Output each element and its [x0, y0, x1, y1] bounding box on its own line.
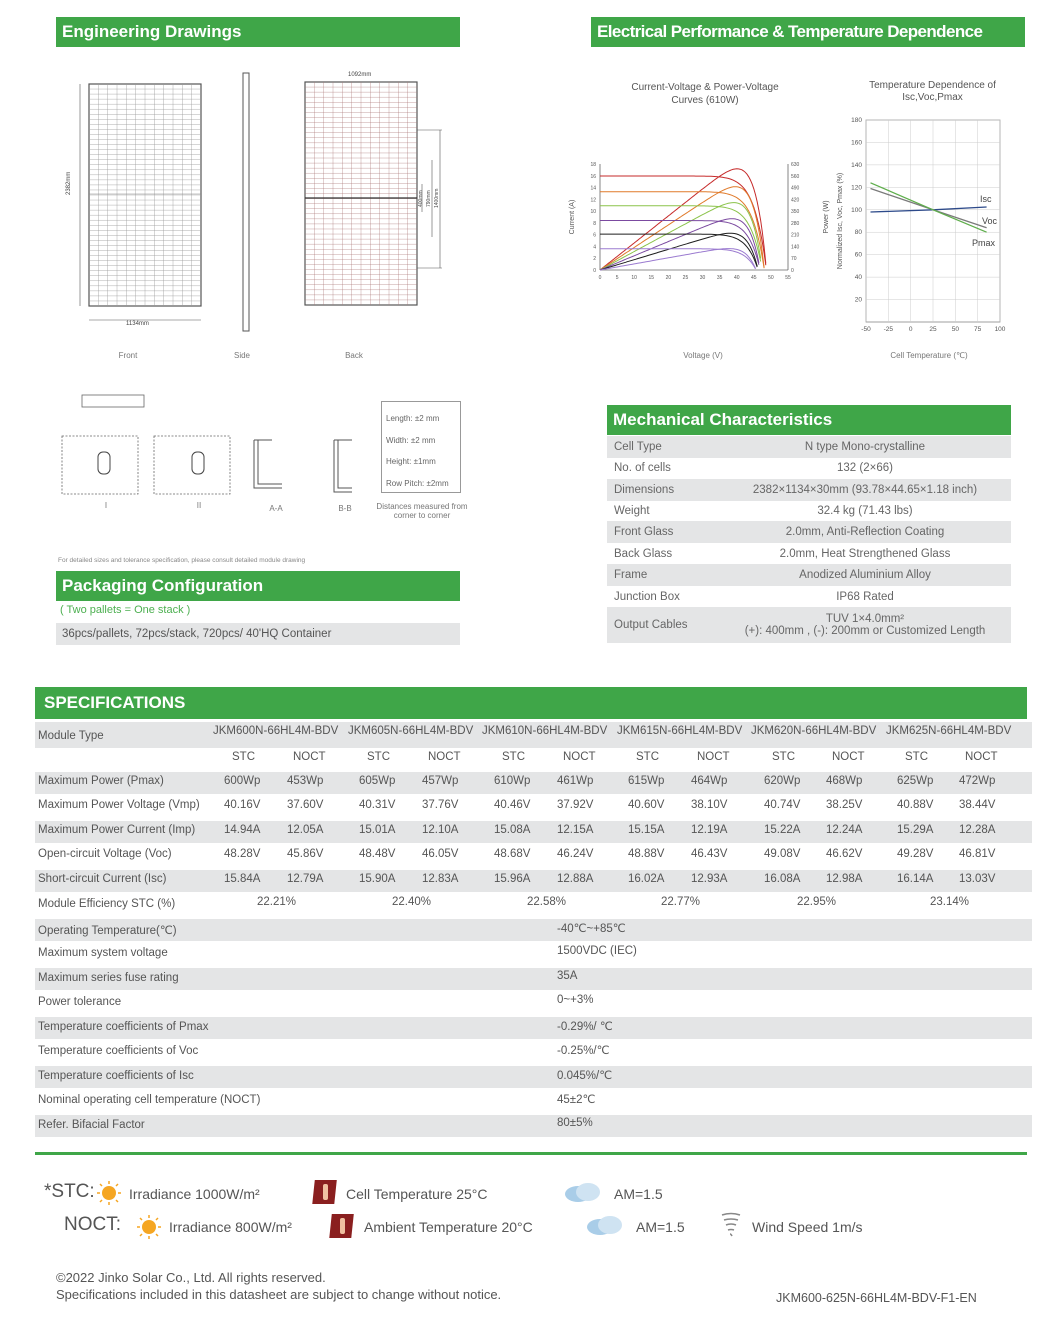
iv-xlabel: Voltage (V) — [683, 351, 723, 360]
spec-value: 46.81V — [959, 848, 996, 860]
mech-row — [607, 607, 1011, 643]
iv-y-tick: 12 — [590, 197, 596, 204]
spec-value: 15.22A — [764, 824, 801, 836]
temp-series-label: Pmax — [972, 238, 996, 248]
spec-value: 12.05A — [287, 824, 324, 836]
spec-label: Maximum Power Voltage (Vmp) — [38, 799, 200, 811]
stc-header: STC — [232, 751, 255, 763]
spec-value: -0.25%/℃ — [557, 1045, 610, 1057]
temperature-dependence-chart — [830, 110, 1020, 342]
spec-value: 40.74V — [764, 799, 801, 811]
iv-y-tick: 16 — [590, 173, 596, 180]
spec-general-row — [35, 943, 1032, 965]
mech-value-line: 2.0mm, Heat Strengthened Glass — [779, 547, 951, 560]
sun-icon — [135, 1214, 163, 1240]
iv-y-tick: 8 — [593, 220, 596, 227]
tol-height: Height: ±1mm — [386, 457, 436, 466]
spec-value: 12.88A — [557, 873, 594, 885]
spec-label: Refer. Bifacial Factor — [38, 1119, 145, 1131]
temp-x-tick: 75 — [974, 326, 982, 333]
spec-value: 37.60V — [287, 799, 324, 811]
mechanical-header: Mechanical Characteristics — [607, 405, 1011, 435]
model-name: JKM610N-66HL4M-BDV — [482, 725, 608, 737]
spec-value: 38.10V — [691, 799, 728, 811]
mech-value-line2: (+): 400mm , (-): 200mm or Customized Length — [744, 625, 986, 637]
back-dim-a: 400mm — [418, 190, 424, 207]
spec-value: 12.10A — [422, 824, 459, 836]
stc-header: STC — [636, 751, 659, 763]
iv-y-tick: 0 — [593, 268, 596, 274]
stc-header: STC — [502, 751, 525, 763]
spec-general-row — [35, 992, 1032, 1014]
iv-x-tick: 40 — [733, 275, 740, 281]
spec-value: 1500VDC (IEC) — [557, 945, 637, 957]
spec-value: 16.14A — [897, 873, 934, 885]
spec-value: 46.62V — [826, 848, 863, 860]
section-aa-label: A-A — [269, 504, 283, 513]
spec-value: 453Wp — [287, 775, 324, 787]
spec-value: 48.88V — [628, 848, 665, 860]
mech-key: Frame — [614, 568, 648, 581]
mech-value — [719, 484, 1011, 496]
iv-chart-title: Current-Voltage & Power-Voltage Curves (610W) — [631, 82, 779, 106]
disclaimer: Specifications included in this datasheet are subject to change without notice. — [56, 1287, 502, 1302]
iv-y2-tick: 280 — [791, 220, 800, 227]
mech-value-line: TUV 1×4.0mm² — [825, 613, 905, 625]
mech-value — [719, 613, 1011, 637]
spec-efficiency-row — [35, 894, 1032, 916]
iv-x-tick: 0 — [598, 275, 602, 281]
spec-value: 468Wp — [826, 775, 863, 787]
spec-value: -40℃~+85℃ — [557, 923, 626, 935]
spec-general-row — [35, 1066, 1032, 1088]
spec-value: 615Wp — [628, 775, 665, 787]
spec-value: 620Wp — [764, 775, 801, 787]
engineering-drawings-header: Engineering Drawings — [56, 17, 460, 47]
spec-value: 48.68V — [494, 848, 531, 860]
spec-value: 12.98A — [826, 873, 863, 885]
iv-x-tick: 55 — [785, 275, 791, 281]
spec-label: Maximum series fuse rating — [38, 972, 179, 984]
front-height-dim: 2382mm — [66, 171, 72, 195]
mech-value-line: Anodized Aluminium Alloy — [799, 568, 931, 581]
mech-value — [719, 462, 1011, 474]
iv-ylabel: Current (A) — [569, 199, 576, 235]
temp-x-tick: 100 — [994, 326, 1006, 333]
iv-x-tick: 35 — [716, 275, 723, 281]
spec-value: 37.76V — [422, 799, 459, 811]
iv-y2-tick: 630 — [791, 162, 800, 168]
spec-value: 46.43V — [691, 848, 728, 860]
spec-value: 80±5% — [557, 1117, 593, 1129]
mech-key: Front Glass — [614, 525, 674, 538]
side-label: Side — [233, 351, 250, 360]
mech-key: No. of cells — [614, 461, 671, 474]
tol-width: Width: ±2 mm — [386, 435, 436, 445]
spec-label: Nominal operating cell temperature (NOCT) — [38, 1094, 261, 1106]
spec-value: 49.08V — [764, 848, 801, 860]
back-label: Back — [345, 351, 363, 360]
spec-value: 15.96A — [494, 873, 531, 885]
spec-value: 610Wp — [494, 775, 531, 787]
spec-value: 48.48V — [359, 848, 396, 860]
noct-header: NOCT — [832, 751, 865, 763]
cloud-icon — [584, 1213, 626, 1237]
spec-value: 45±2℃ — [557, 1094, 596, 1106]
iv-y-tick: 6 — [593, 232, 596, 239]
mech-key: Back Glass — [614, 547, 673, 560]
spec-value: 13.03V — [959, 873, 996, 885]
spec-general-row — [35, 968, 1032, 990]
model-name: JKM625N-66HL4M-BDV — [886, 725, 1012, 737]
temp-y-tick: 180 — [851, 117, 862, 124]
mech-value — [719, 441, 1011, 453]
spec-value: 0~+3% — [557, 994, 594, 1006]
mech-row — [607, 564, 1011, 586]
temp-ylabel: Normalized Isc, Voc, Pmax (%) — [837, 172, 844, 270]
mech-key: Weight — [614, 504, 650, 517]
spec-value: 15.01A — [359, 824, 396, 836]
spec-value: 15.90A — [359, 873, 396, 885]
stc-irradiance: Irradiance 1000W/m² — [129, 1186, 260, 1202]
spec-value: 605Wp — [359, 775, 396, 787]
mech-value-line: 2382×1134×30mm (93.78×44.65×1.18 inch) — [752, 483, 978, 496]
iv-x-tick: 20 — [665, 275, 672, 281]
spec-label: Temperature coefficients of Pmax — [38, 1021, 209, 1033]
back-dim-c: 1400mm — [434, 188, 440, 208]
spec-general-row — [35, 1041, 1032, 1063]
spec-value: 45.86V — [287, 848, 324, 860]
iv-x-tick: 50 — [768, 275, 774, 281]
spec-value: 40.46V — [494, 799, 531, 811]
spec-row — [35, 821, 1032, 843]
noct-header: NOCT — [428, 751, 461, 763]
spec-value: 15.29A — [897, 824, 934, 836]
iv-y2-tick: 420 — [791, 197, 800, 204]
stc-header: STC — [905, 751, 928, 763]
wind-speed: Wind Speed 1m/s — [752, 1219, 863, 1235]
front-view-drawing — [72, 72, 212, 337]
spec-value: 15.08A — [494, 824, 531, 836]
spec-value: 12.24A — [826, 824, 863, 836]
spec-label: Temperature coefficients of Isc — [38, 1070, 194, 1082]
spec-label: Short-circuit Current (Isc) — [38, 873, 167, 885]
mech-value-line: 132 (2×66) — [837, 461, 893, 474]
spec-value: 12.15A — [557, 824, 594, 836]
mech-value-line: 2.0mm, Anti-Reflection Coating — [785, 525, 945, 538]
spec-value: 464Wp — [691, 775, 728, 787]
temp-y-tick: 140 — [851, 161, 862, 169]
spec-value: 37.92V — [557, 799, 594, 811]
packaging-note: ( Two pallets = One stack ) — [60, 604, 191, 616]
iv-y2-tick: 0 — [791, 268, 794, 274]
spec-value: 600Wp — [224, 775, 261, 787]
noct-irradiance: Irradiance 800W/m² — [169, 1219, 292, 1235]
spec-general-row — [35, 1090, 1032, 1112]
iv-y2-tick: 70 — [791, 256, 797, 263]
iv-y2-tick: 490 — [791, 185, 800, 192]
noct-header: NOCT — [563, 751, 596, 763]
front-label: Front — [118, 351, 138, 360]
stc-cell-temp: Cell Temperature 25°C — [346, 1186, 488, 1202]
section-details-drawing — [58, 392, 368, 502]
spec-value: 0.045%/℃ — [557, 1070, 613, 1082]
spec-model-row — [35, 722, 1032, 748]
model-name: JKM620N-66HL4M-BDV — [751, 725, 877, 737]
temp-y-tick: 160 — [851, 139, 862, 147]
temp-y-tick: 100 — [851, 206, 862, 214]
spec-value: 15.84A — [224, 873, 261, 885]
spec-value: 46.05V — [422, 848, 459, 860]
tol-length: Length: ±2 mm — [386, 414, 440, 423]
spec-value: 12.19A — [691, 824, 728, 836]
packaging-value: 36pcs/pallets, 72pcs/stack, 720pcs/ 40'HQ Container — [56, 623, 460, 645]
temp-y-tick: 60 — [854, 251, 862, 259]
spec-stc-noct-row — [35, 748, 1032, 770]
spec-label: Temperature coefficients of Voc — [38, 1045, 199, 1057]
section-ii-label: II — [196, 501, 202, 510]
mech-row — [607, 436, 1011, 458]
spec-value: 49.28V — [897, 848, 934, 860]
stc-label: *STC: — [44, 1181, 95, 1202]
tolerance-box — [381, 401, 461, 493]
iv-y-tick: 14 — [590, 185, 596, 192]
noct-label: NOCT: — [64, 1214, 121, 1235]
spec-value: -0.29%/ ℃ — [557, 1021, 613, 1033]
spec-row — [35, 870, 1032, 892]
spec-general-row — [35, 919, 1032, 941]
spec-value: 40.16V — [224, 799, 261, 811]
spec-value: 14.94A — [224, 824, 261, 836]
iv-x-tick: 5 — [615, 275, 619, 281]
efficiency-value: 22.21% — [257, 896, 297, 908]
mech-value — [719, 505, 1011, 517]
spec-label: Maximum Power (Pmax) — [38, 775, 164, 787]
iv-y-tick: 2 — [593, 256, 596, 263]
iv-x-tick: 10 — [631, 275, 637, 281]
spec-value: 12.28A — [959, 824, 996, 836]
iv-y-tick: 10 — [590, 209, 596, 216]
mech-value — [719, 591, 1011, 603]
document-code: JKM600-625N-66HL4M-BDV-F1-EN — [776, 1291, 977, 1305]
spec-value: 625Wp — [897, 775, 934, 787]
mech-key: Dimensions — [614, 483, 675, 496]
model-name: JKM615N-66HL4M-BDV — [617, 725, 743, 737]
specifications-header: SPECIFICATIONS — [35, 687, 1027, 719]
mech-value-line: 32.4 kg (71.43 lbs) — [817, 504, 913, 517]
iv-x-tick: 30 — [699, 275, 706, 281]
iv-y2-tick: 560 — [791, 173, 800, 180]
spec-value: 15.15A — [628, 824, 665, 836]
efficiency-value: 23.14% — [930, 896, 970, 908]
mech-row — [607, 500, 1011, 522]
temp-x-tick: -25 — [883, 326, 894, 333]
iv-curve-chart — [560, 150, 830, 290]
spec-label: Maximum Power Current (Imp) — [38, 824, 196, 836]
spec-value: 48.28V — [224, 848, 261, 860]
back-dim-b: 790mm — [426, 190, 432, 207]
iv-y2-tick: 140 — [791, 244, 800, 251]
noct-ambient-temp: Ambient Temperature 20°C — [364, 1219, 533, 1235]
mech-key: Cell Type — [614, 440, 662, 453]
efficiency-value: 22.77% — [661, 896, 701, 908]
back-width-dim: 1092mm — [348, 72, 372, 78]
iv-y-tick: 4 — [593, 244, 596, 251]
thermometer-icon — [330, 1212, 356, 1240]
noct-header: NOCT — [965, 751, 998, 763]
spec-value: 46.24V — [557, 848, 594, 860]
spec-value: 16.08A — [764, 873, 801, 885]
electrical-performance-header: Electrical Performance & Temperature Dependence — [591, 17, 1025, 47]
model-name: JKM600N-66HL4M-BDV — [213, 725, 339, 737]
spec-value: 40.88V — [897, 799, 934, 811]
mech-row — [607, 586, 1011, 608]
noct-am: AM=1.5 — [636, 1219, 685, 1235]
iv-y-tick: 18 — [590, 162, 596, 168]
spec-row — [35, 796, 1032, 818]
spec-value: 40.31V — [359, 799, 396, 811]
copyright: ©2022 Jinko Solar Co., Ltd. All rights reserved. — [56, 1270, 326, 1285]
iv-x-tick: 45 — [751, 275, 757, 281]
temp-y-tick: 120 — [851, 184, 862, 192]
temp-x-tick: 25 — [929, 326, 937, 333]
spec-label: Module Efficiency STC (%) — [38, 898, 176, 910]
spec-value: 461Wp — [557, 775, 594, 787]
spec-label: Power tolerance — [38, 996, 122, 1008]
spec-value: 35A — [557, 970, 578, 982]
spec-value: 40.60V — [628, 799, 665, 811]
mech-row — [607, 479, 1011, 501]
spec-row — [35, 772, 1032, 794]
temp-xlabel: Cell Temperature (℃) — [890, 351, 968, 360]
mech-value-line: IP68 Rated — [836, 590, 894, 603]
tol-pitch: Row Pitch: ±2mm — [386, 478, 449, 488]
spec-value: 12.83A — [422, 873, 459, 885]
efficiency-value: 22.95% — [797, 896, 837, 908]
spec-value: 472Wp — [959, 775, 996, 787]
spec-value: 16.02A — [628, 873, 665, 885]
spec-value: 12.79A — [287, 873, 324, 885]
noct-header: NOCT — [293, 751, 326, 763]
section-i-label: I — [104, 501, 108, 510]
spec-label: Maximum system voltage — [38, 947, 168, 959]
iv-y2-tick: 210 — [791, 232, 800, 239]
temp-y-tick: 40 — [854, 274, 862, 282]
side-view-drawing — [240, 72, 260, 334]
mech-row — [607, 543, 1011, 565]
section-bb-label: B-B — [338, 504, 352, 513]
spec-row — [35, 845, 1032, 867]
front-width-dim: 1134mm — [126, 321, 149, 327]
spec-bottom-rule — [35, 1152, 1027, 1155]
temp-x-tick: 50 — [951, 326, 959, 333]
packaging-header: Packaging Configuration — [56, 571, 460, 601]
iv-x-tick: 25 — [682, 275, 689, 281]
temp-y-tick: 80 — [854, 229, 862, 237]
temp-series-label: Voc — [982, 216, 998, 226]
efficiency-value: 22.40% — [392, 896, 432, 908]
tolerance-note: Distances measured from corner to corner — [376, 502, 468, 520]
mech-value — [719, 569, 1011, 581]
spec-value: 38.44V — [959, 799, 996, 811]
stc-header: STC — [772, 751, 795, 763]
temp-chart-title: Temperature Dependence of Isc,Voc,Pmax — [869, 80, 996, 103]
iv-curve — [600, 234, 757, 267]
temp-x-tick: 0 — [908, 326, 913, 333]
stc-am: AM=1.5 — [614, 1186, 663, 1202]
wind-icon — [718, 1210, 744, 1238]
mech-value — [719, 526, 1011, 538]
spec-label: Operating Temperature(℃) — [38, 925, 177, 937]
mech-key: Junction Box — [614, 590, 680, 603]
iv-y2-tick: 350 — [791, 209, 800, 216]
temp-series-label: Isc — [980, 194, 992, 204]
mech-row — [607, 521, 1011, 543]
iv-y2label: Power (W) — [823, 200, 830, 234]
cloud-icon — [562, 1180, 604, 1204]
mech-key: Output Cables — [614, 619, 688, 631]
temp-y-tick: 20 — [854, 296, 862, 304]
spec-value: 38.25V — [826, 799, 863, 811]
spec-value: 12.93A — [691, 873, 728, 885]
efficiency-value: 22.58% — [527, 896, 567, 908]
spec-label: Open-circuit Voltage (Voc) — [38, 848, 172, 860]
mech-value-line: N type Mono-crystalline — [804, 440, 926, 453]
spec-general-row — [35, 1115, 1032, 1137]
spec-general-row — [35, 1017, 1032, 1039]
module-type-label: Module Type — [38, 730, 104, 742]
thermometer-icon — [313, 1178, 339, 1206]
detail-note: For detailed sizes and tolerance specification, please consult detailed module drawing — [58, 557, 306, 564]
temp-x-tick: -50 — [861, 326, 871, 333]
iv-x-tick: 15 — [648, 275, 655, 281]
sun-icon — [95, 1180, 123, 1206]
model-name: JKM605N-66HL4M-BDV — [348, 725, 474, 737]
mech-row — [607, 457, 1011, 479]
stc-header: STC — [367, 751, 390, 763]
noct-header: NOCT — [697, 751, 730, 763]
spec-value: 457Wp — [422, 775, 459, 787]
mech-value — [719, 548, 1011, 560]
